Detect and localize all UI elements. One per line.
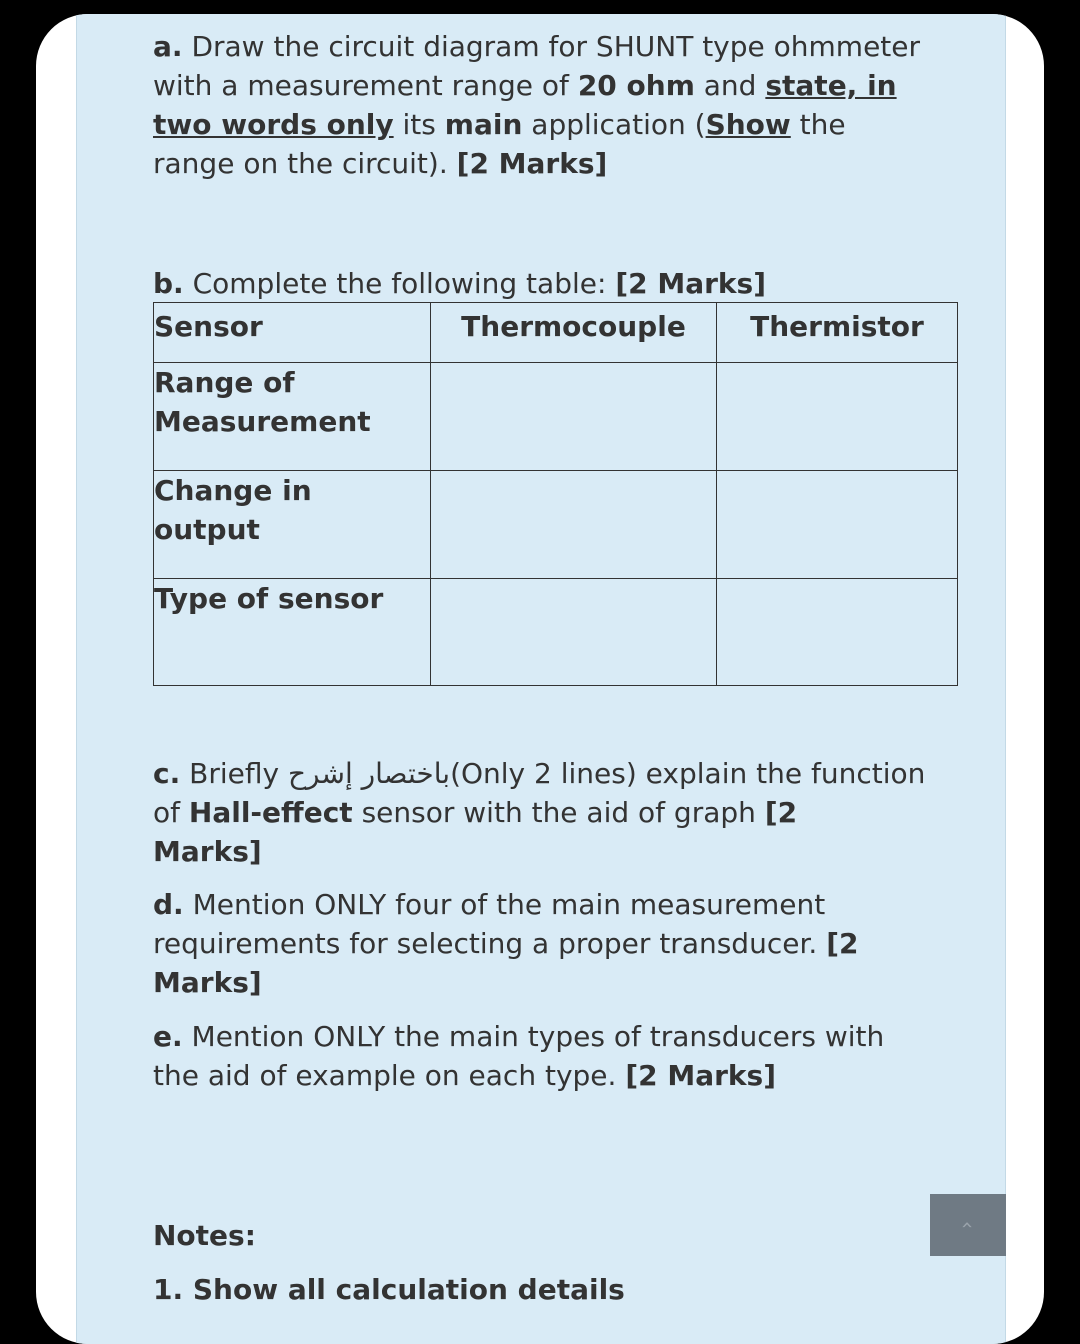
cell-thermistor-range[interactable]	[717, 363, 958, 471]
state-in-underlined: state, in	[765, 69, 897, 102]
cell-thermocouple-change[interactable]	[431, 471, 717, 579]
question-b-text: Complete the following table:	[183, 267, 616, 300]
table-header-thermocouple: Thermocouple	[431, 303, 717, 363]
question-c-line2-pre: of	[153, 796, 189, 829]
table-header-thermistor: Thermistor	[717, 303, 958, 363]
row-label-change	[154, 471, 431, 579]
arabic-text: باختصار إشرح	[287, 757, 451, 790]
document-card	[36, 14, 1044, 1344]
question-a-line4: range on the circuit).	[153, 147, 457, 180]
scroll-up-button[interactable]	[930, 1194, 1006, 1256]
row-label-range-line2: Measurement	[154, 405, 371, 438]
question-e	[153, 1017, 884, 1095]
chevron-up-icon: ‹	[956, 1221, 980, 1229]
question-c-pre: Briefly	[180, 757, 288, 790]
question-a-line1: Draw the circuit diagram for SHUNT type ohmmeter	[191, 30, 921, 63]
table-header-row	[154, 303, 958, 363]
sensor-table	[153, 302, 958, 686]
question-c-line2-post: sensor with the aid of graph	[352, 796, 765, 829]
question-a-line3-end: the	[790, 108, 846, 141]
question-a-line3-mid: its	[393, 108, 445, 141]
question-b-label: b.	[153, 267, 184, 300]
two-words-underlined: two words only	[153, 108, 394, 141]
question-c-marks-b: Marks]	[153, 835, 262, 868]
question-b-marks: [2 Marks]	[615, 267, 766, 300]
question-c	[153, 754, 925, 871]
row-label-change-line2: output	[154, 513, 260, 546]
table-header-sensor: Sensor	[154, 303, 431, 363]
question-a-label: a.	[153, 30, 183, 63]
row-label-change-line1: Change in	[154, 474, 312, 507]
question-c-line1-post: (Only 2 lines) explain the function	[450, 757, 926, 790]
question-a	[153, 27, 920, 183]
table-row	[154, 579, 958, 686]
question-d	[153, 885, 858, 1002]
table-row	[154, 363, 958, 471]
notes-item-1	[153, 1270, 625, 1309]
question-e-label: e.	[153, 1020, 183, 1053]
question-a-line2-pre: with a measurement range of	[153, 69, 578, 102]
table-row	[154, 471, 958, 579]
notes-title	[153, 1216, 256, 1255]
question-a-line3-post: application (	[522, 108, 706, 141]
row-label-type-line1: Type of sensor	[154, 582, 384, 615]
cell-thermocouple-range[interactable]	[431, 363, 717, 471]
question-c-label: c.	[153, 757, 181, 790]
question-e-marks: [2 Marks]	[625, 1059, 777, 1092]
question-d-marks-a: [2	[826, 927, 859, 960]
question-d-label: d.	[153, 888, 184, 921]
cell-thermistor-type[interactable]	[717, 579, 958, 686]
question-c-marks-a: [2	[764, 796, 798, 829]
row-label-type	[154, 579, 431, 686]
hall-effect-bold: Hall-effect	[188, 796, 353, 829]
question-a-line2-mid: and	[694, 69, 766, 102]
question-e-line1: Mention ONLY the main types of transducers with	[182, 1020, 885, 1053]
question-e-line2: the aid of example on each type.	[153, 1059, 626, 1092]
cell-thermocouple-type[interactable]	[431, 579, 717, 686]
row-label-range-line1: Range of	[154, 366, 295, 399]
question-d-line2: requirements for selecting a proper transducer.	[153, 927, 827, 960]
question-b	[153, 264, 766, 303]
question-d-line1: Mention ONLY four of the main measurement	[183, 888, 826, 921]
question-a-marks: [2 Marks]	[456, 147, 608, 180]
question-d-marks-b: Marks]	[153, 966, 262, 999]
cell-thermistor-change[interactable]	[717, 471, 958, 579]
main-bold: main	[444, 108, 523, 141]
notes-item-1-text: 1. Show all calculation details	[153, 1273, 625, 1306]
range-value: 20 ohm	[577, 69, 695, 102]
row-label-range	[154, 363, 431, 471]
show-underlined: Show	[705, 108, 791, 141]
notes-title-text: Notes:	[153, 1219, 256, 1252]
question-panel	[76, 14, 1006, 1344]
